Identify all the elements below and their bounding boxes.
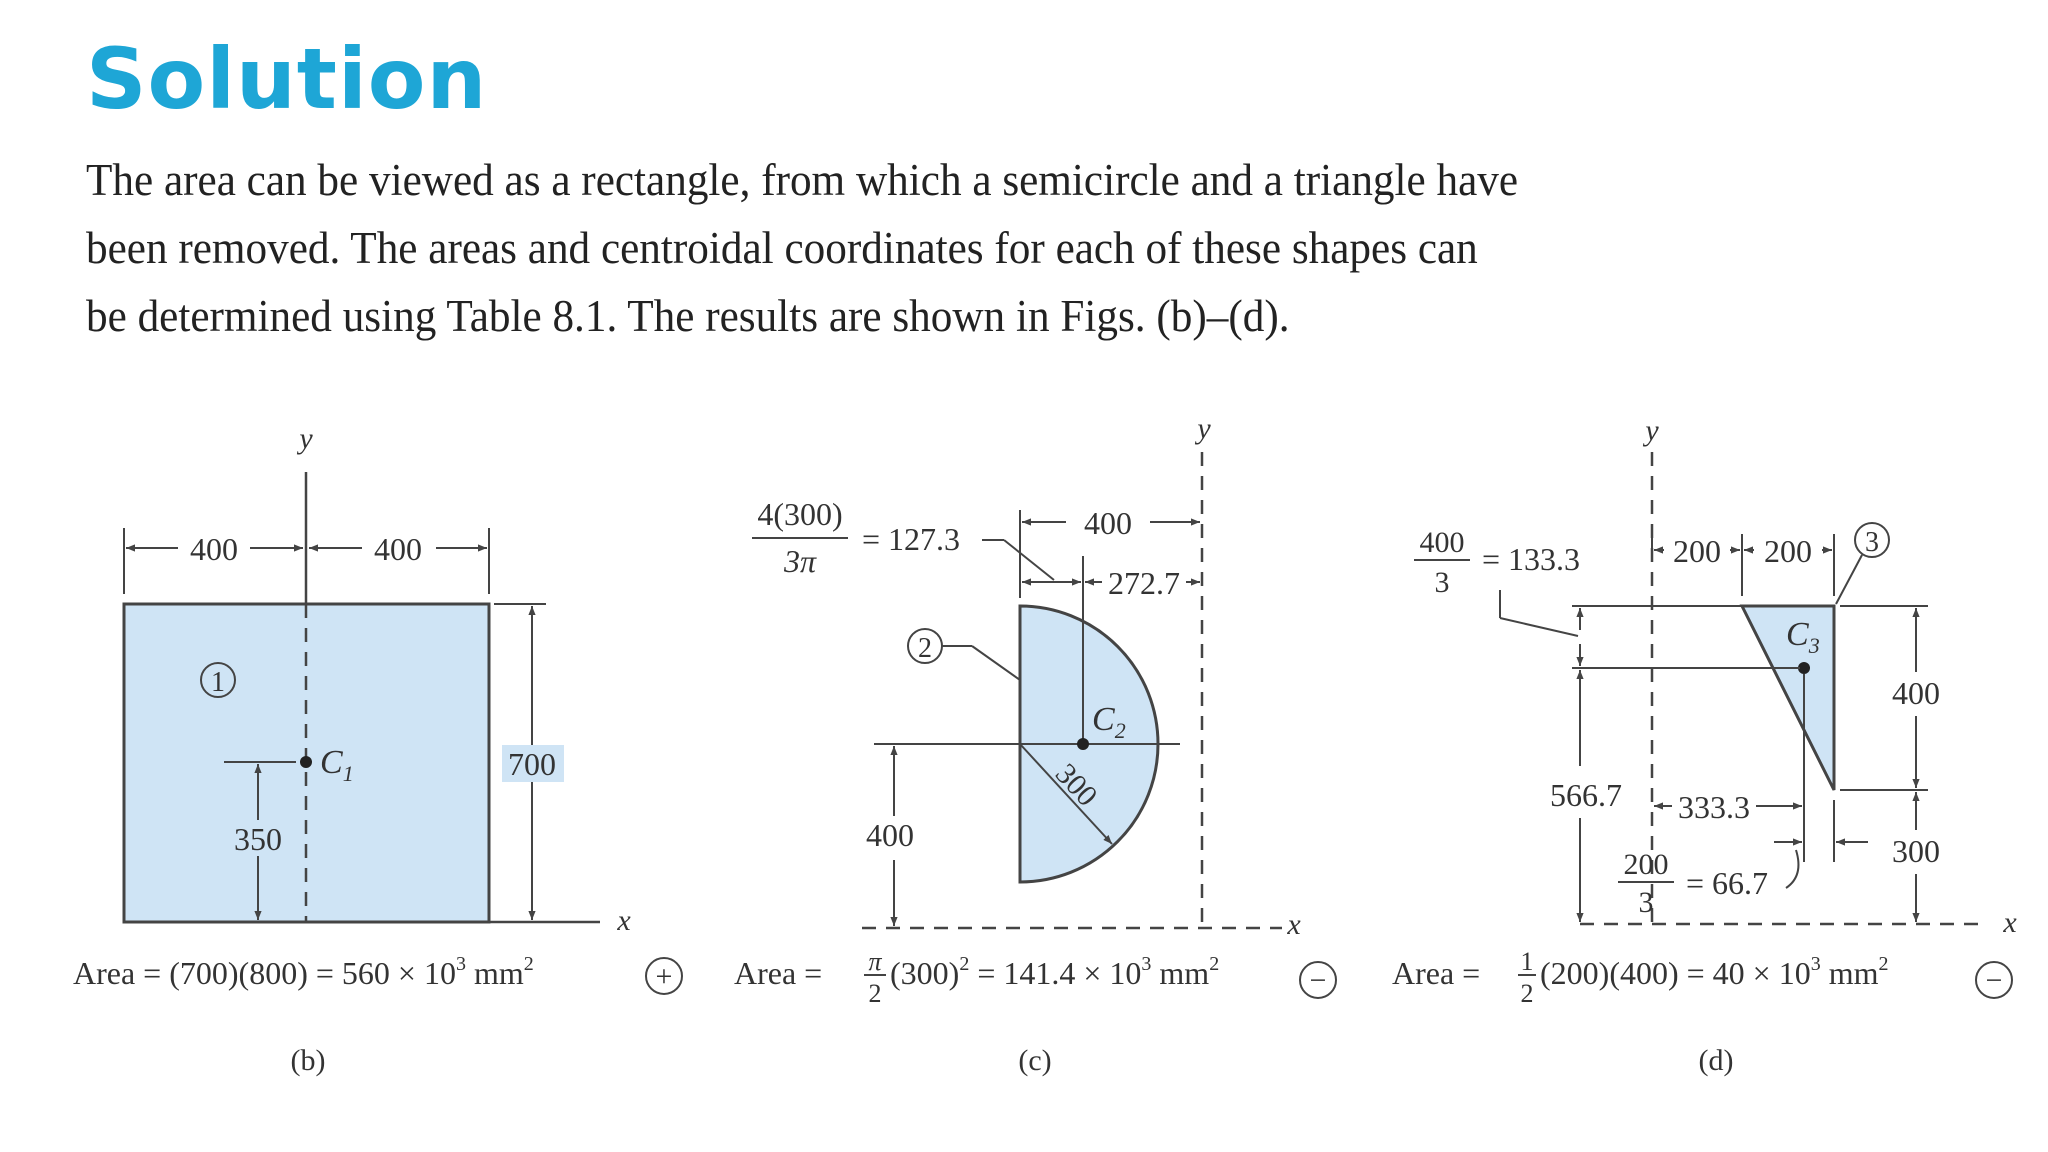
figure-caption: (b) (290, 1044, 326, 1077)
dim-second-label: 272.7 (1108, 565, 1180, 601)
fraction-value: = 127.3 (862, 521, 961, 557)
dim-height-label: 700 (508, 746, 556, 782)
dim-centroid-label: 350 (234, 821, 282, 857)
leader-line (1786, 850, 1798, 888)
fraction-numerator: 4(300) (757, 496, 843, 532)
centroid-point (1077, 738, 1089, 750)
y-axis-label: y (1197, 412, 1211, 445)
area-formula: Area = $(700)(800) = 560 \times 10^3$ $mm^2$ (73, 953, 534, 991)
dim-right-label: 400 (374, 531, 422, 567)
fraction-value: = 133.3 (1482, 541, 1581, 577)
centroid-label: $C_1$ (320, 744, 354, 786)
fraction-numerator: 400 (1419, 526, 1465, 559)
area-fraction-denominator: 2 (1520, 979, 1534, 1008)
fraction-denominator: 3π (783, 543, 817, 579)
dim-total-label: 566.7 (1550, 777, 1622, 813)
centroid-label: $C_3$ (1786, 616, 1820, 658)
paragraph-line-3: be determined using Table 8.1. The results are shown in Figs. (b)–(d). (86, 291, 1290, 341)
dim-left-label: 400 (190, 531, 238, 567)
area-formula: Area = (1392, 955, 1481, 991)
fraction2-numerator: 200 (1623, 848, 1669, 881)
paragraph-line-2: been removed. The areas and centroidal coordinates for each of these shapes can (86, 223, 1478, 273)
area-formula: Area = (734, 955, 823, 991)
figure-c (734, 412, 1336, 1077)
area-fraction-numerator: 1 (1520, 947, 1534, 976)
area-fraction-denominator: 2 (868, 979, 882, 1008)
fraction-denominator: 3 (1434, 566, 1450, 599)
x-axis-label: x (1287, 908, 1301, 941)
sign-label: − (1985, 964, 2003, 997)
dim-height-label: 400 (1892, 675, 1940, 711)
leader-line (1004, 540, 1054, 580)
leader-line (972, 646, 1020, 680)
centroid-point (300, 756, 312, 768)
figure-d (1392, 414, 2017, 1077)
solution-heading: Solution (86, 30, 488, 128)
radius-label: 300 (1048, 757, 1104, 813)
y-axis-label: y (299, 422, 313, 455)
area-formula-rest: $(300)^2 = 141.4 \times 10^3$ $mm^2$ (890, 953, 1220, 991)
figure-b (73, 422, 682, 1077)
area-fraction-numerator: π (868, 947, 882, 976)
sign-label: − (1309, 964, 1327, 997)
fraction2-denominator: 3 (1638, 886, 1654, 919)
dim-333-label: 333.3 (1678, 789, 1750, 825)
leader-line (1500, 618, 1578, 636)
sign-label: + (655, 960, 673, 993)
paragraph-line-1: The area can be viewed as a rectangle, from which a semicircle and a triangle have (86, 155, 1519, 205)
fraction2-value: = 66.7 (1686, 865, 1769, 901)
shape-number-label: 1 (211, 667, 225, 698)
x-axis-label: x (617, 904, 631, 937)
x-axis-label: x (2003, 906, 2017, 939)
centroid-label: $C_2$ (1092, 701, 1126, 743)
leader-line (1836, 555, 1862, 604)
area-formula-rest: $(200)(400) = 40 \times 10^3$ $mm^2$ (1540, 953, 1889, 991)
y-axis-label: y (1645, 414, 1659, 447)
shape-number-label: 3 (1865, 527, 1879, 558)
figure-caption: (c) (1018, 1044, 1052, 1077)
dim-top-2-label: 200 (1764, 533, 1812, 569)
dim-top-1-label: 200 (1673, 533, 1721, 569)
dim-centroid-label: 400 (866, 817, 914, 853)
dim-top-label: 400 (1084, 505, 1132, 541)
shape-number-label: 2 (918, 633, 932, 664)
figure-caption: (d) (1698, 1044, 1734, 1077)
dim-300-label: 300 (1892, 833, 1940, 869)
